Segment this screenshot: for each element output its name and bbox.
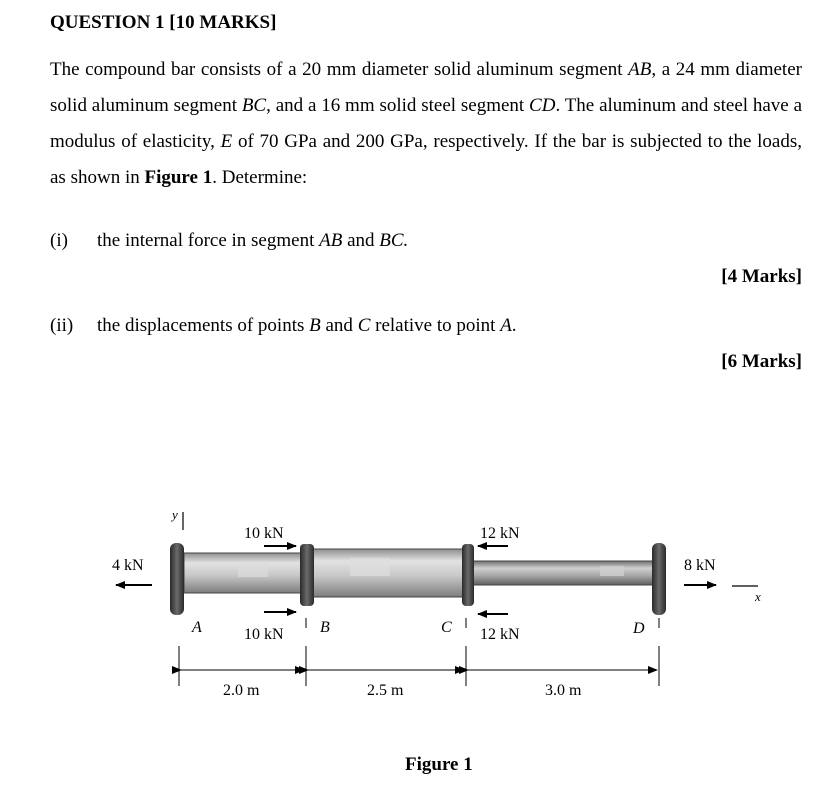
segment-cd (470, 561, 654, 585)
collar-c (462, 544, 474, 606)
y-axis-label: y (172, 507, 178, 522)
length-bc-label: 2.5 m (367, 682, 404, 699)
compound-bar-figure (0, 500, 837, 788)
figure-caption: Figure 1 (405, 754, 473, 775)
collar-b (300, 544, 314, 606)
point-c-label: C (441, 619, 452, 636)
problem-statement: The compound bar consists of a 20 mm diameter solid aluminum segment AB, a 24 mm diameter solid aluminum segment BC, and a 16 mm solid steel segment CD. The aluminum and steel have a modulus of elasticity, E of 70 GPa and 200 GPa, respectively. If the bar is subjected to the loads, as shown in Figure 1. Determine: (50, 59, 802, 188)
x-axis-label: x (755, 589, 761, 604)
sub-question-ii: (ii) the displacements of points B and C relative to point A. (50, 315, 517, 336)
b-bottom-load-label: 10 kN (244, 626, 284, 643)
point-d-label: D (633, 620, 645, 637)
marks-ii: [6 Marks] (721, 351, 802, 372)
length-ab-label: 2.0 m (223, 682, 260, 699)
question-heading: QUESTION 1 [10 MARKS] (50, 12, 277, 33)
segment-bc-highlight (350, 558, 390, 576)
left-load-label: 4 kN (112, 557, 144, 574)
marks-i: [4 Marks] (721, 266, 802, 287)
length-cd-label: 3.0 m (545, 682, 582, 699)
segment-cd-highlight (600, 566, 624, 576)
c-top-load-label: 12 kN (480, 525, 520, 542)
point-b-label: B (320, 619, 330, 636)
point-a-label: A (192, 619, 202, 636)
sub-question-i: (i) the internal force in segment AB and BC. (50, 230, 409, 251)
end-cap-a (170, 543, 184, 615)
end-cap-d (652, 543, 666, 615)
b-top-load-label: 10 kN (244, 525, 284, 542)
segment-ab-highlight (238, 563, 268, 577)
c-bottom-load-label: 12 kN (480, 626, 520, 643)
right-load-label: 8 kN (684, 557, 716, 574)
